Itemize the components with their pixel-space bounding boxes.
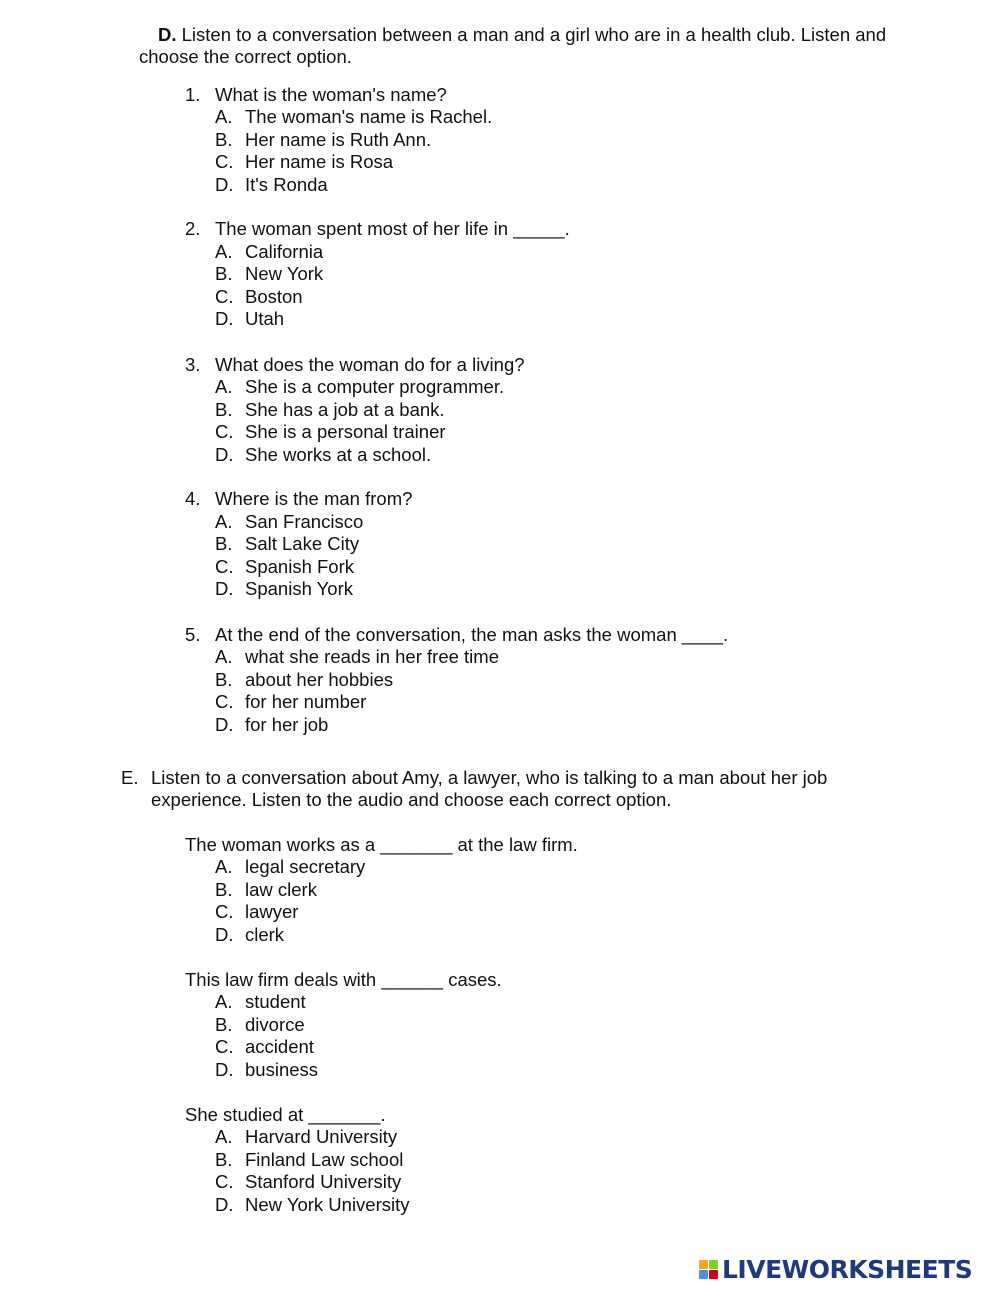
option-letter: C.: [215, 1036, 234, 1057]
option-letter: C.: [215, 421, 234, 442]
option-q3-b[interactable]: [215, 399, 445, 421]
option-q1-d[interactable]: [215, 174, 328, 196]
option-letter: A.: [215, 856, 233, 877]
logo-square-3: [699, 1270, 708, 1279]
option-e3-a[interactable]: [215, 1126, 397, 1148]
question-3: [185, 354, 525, 376]
option-text: Boston: [245, 286, 303, 307]
liveworksheets-logo: [699, 1254, 972, 1284]
option-letter: B.: [215, 263, 233, 284]
option-letter: A.: [215, 241, 233, 262]
option-text: clerk: [245, 924, 285, 945]
option-text: It's Ronda: [245, 174, 328, 195]
option-text: student: [245, 991, 306, 1012]
option-q5-d[interactable]: [215, 714, 328, 736]
section-e-intro-line2: experience. Listen to the audio and choose each correct option.: [151, 789, 672, 810]
option-e3-b[interactable]: [215, 1149, 403, 1171]
question-text: Where is the man from?: [215, 488, 413, 509]
logo-square-4: [709, 1270, 718, 1279]
option-text: San Francisco: [245, 511, 364, 532]
question-5: [185, 624, 728, 646]
option-letter: B.: [215, 669, 233, 690]
option-q1-b[interactable]: [215, 129, 431, 151]
logo-brand-text: LIVEWORKSHEETS: [722, 1254, 973, 1284]
option-text: for her number: [245, 691, 367, 712]
option-q1-c[interactable]: [215, 151, 393, 173]
option-letter: C.: [215, 1171, 234, 1192]
option-q5-c[interactable]: [215, 691, 366, 713]
option-letter: A.: [215, 991, 233, 1012]
option-q4-b[interactable]: [215, 533, 359, 555]
section-e-label: E.: [121, 767, 139, 788]
option-text: Her name is Rosa: [245, 151, 394, 172]
option-text: business: [245, 1059, 319, 1080]
option-text: accident: [245, 1036, 314, 1057]
option-letter: C.: [215, 901, 234, 922]
option-letter: D.: [215, 444, 234, 465]
option-text: New York University: [245, 1194, 410, 1215]
option-q5-a[interactable]: [215, 646, 499, 668]
question-number: 1.: [185, 84, 201, 105]
option-text: law clerk: [245, 879, 317, 900]
option-text: what she reads in her free time: [245, 646, 499, 667]
option-text: Her name is Ruth Ann.: [245, 129, 432, 150]
option-letter: B.: [215, 1149, 233, 1170]
option-letter: B.: [215, 129, 233, 150]
option-e1-d[interactable]: [215, 924, 284, 946]
option-e2-b[interactable]: [215, 1014, 305, 1036]
option-q4-c[interactable]: [215, 556, 354, 578]
option-text: Spanish York: [245, 578, 354, 599]
section-d-intro-text: Listen to a conversation between a man and a girl who are in a health club. Listen and: [181, 24, 887, 45]
option-letter: A.: [215, 646, 233, 667]
section-d-intro-line1: [158, 24, 886, 46]
option-letter: D.: [215, 924, 234, 945]
option-text: California: [245, 241, 324, 262]
question-4: [185, 488, 412, 510]
option-q2-a[interactable]: [215, 241, 323, 263]
option-text: She is a personal trainer: [245, 421, 446, 442]
option-text: for her job: [245, 714, 329, 735]
option-text: Utah: [245, 308, 285, 329]
option-q3-d[interactable]: [215, 444, 431, 466]
option-text: legal secretary: [245, 856, 366, 877]
option-letter: B.: [215, 533, 233, 554]
option-letter: A.: [215, 106, 233, 127]
option-text: divorce: [245, 1014, 305, 1035]
option-letter: C.: [215, 151, 234, 172]
question-text: What is the woman's name?: [215, 84, 447, 105]
option-text: She is a computer programmer.: [245, 376, 505, 397]
liveworksheets-mark-icon: [699, 1260, 718, 1279]
option-e2-d[interactable]: [215, 1059, 318, 1081]
option-e1-b[interactable]: [215, 879, 317, 901]
question-1: [185, 84, 447, 106]
option-text: Finland Law school: [245, 1149, 404, 1170]
option-e1-a[interactable]: [215, 856, 365, 878]
option-letter: D.: [215, 1059, 234, 1080]
question-e1: The woman works as a _______ at the law firm.: [185, 834, 578, 855]
option-text: Harvard University: [245, 1126, 398, 1147]
section-d-intro-line2: choose the correct option.: [139, 46, 352, 67]
option-letter: A.: [215, 1126, 233, 1147]
option-letter: B.: [215, 879, 233, 900]
question-text: At the end of the conversation, the man asks the woman ____.: [215, 624, 729, 645]
question-e3: She studied at _______.: [185, 1104, 386, 1125]
option-letter: B.: [215, 1014, 233, 1035]
option-q1-a[interactable]: [215, 106, 492, 128]
option-e2-a[interactable]: [215, 991, 306, 1013]
option-text: about her hobbies: [245, 669, 394, 690]
option-letter: D.: [215, 714, 234, 735]
logo-square-1: [699, 1260, 708, 1269]
option-letter: D.: [215, 578, 234, 599]
option-letter: B.: [215, 399, 233, 420]
option-text: Stanford University: [245, 1171, 402, 1192]
section-e-intro-text: Listen to a conversation about Amy, a lawyer, who is talking to a man about her job: [151, 767, 828, 788]
option-text: Spanish Fork: [245, 556, 354, 577]
option-letter: A.: [215, 511, 233, 532]
option-q4-a[interactable]: [215, 511, 363, 533]
option-text: Salt Lake City: [245, 533, 360, 554]
section-d-label: D.: [158, 24, 177, 45]
option-q2-b[interactable]: [215, 263, 323, 285]
option-q3-a[interactable]: [215, 376, 504, 398]
option-q4-d[interactable]: [215, 578, 353, 600]
option-text: She has a job at a bank.: [245, 399, 445, 420]
option-letter: D.: [215, 1194, 234, 1215]
option-letter: D.: [215, 308, 234, 329]
question-2: [185, 218, 570, 240]
option-text: lawyer: [245, 901, 299, 922]
question-number: 4.: [185, 488, 201, 509]
option-e2-c[interactable]: [215, 1036, 314, 1058]
option-letter: C.: [215, 691, 234, 712]
option-q2-d[interactable]: [215, 308, 284, 330]
option-text: New York: [245, 263, 324, 284]
question-number: 3.: [185, 354, 201, 375]
question-number: 5.: [185, 624, 201, 645]
section-e-intro-line1: [121, 767, 827, 789]
logo-square-2: [709, 1260, 718, 1269]
option-q2-c[interactable]: [215, 286, 303, 308]
option-letter: A.: [215, 376, 233, 397]
question-e2: This law firm deals with ______ cases.: [185, 969, 502, 990]
option-e3-d[interactable]: [215, 1194, 410, 1216]
question-number: 2.: [185, 218, 201, 239]
option-e3-c[interactable]: [215, 1171, 401, 1193]
option-q5-b[interactable]: [215, 669, 393, 691]
option-q3-c[interactable]: [215, 421, 446, 443]
question-text: The woman spent most of her life in _____.: [215, 218, 570, 239]
option-letter: D.: [215, 174, 234, 195]
question-text: What does the woman do for a living?: [215, 354, 525, 375]
option-letter: C.: [215, 556, 234, 577]
option-text: The woman's name is Rachel.: [245, 106, 493, 127]
option-letter: C.: [215, 286, 234, 307]
option-text: She works at a school.: [245, 444, 432, 465]
option-e1-c[interactable]: [215, 901, 298, 923]
